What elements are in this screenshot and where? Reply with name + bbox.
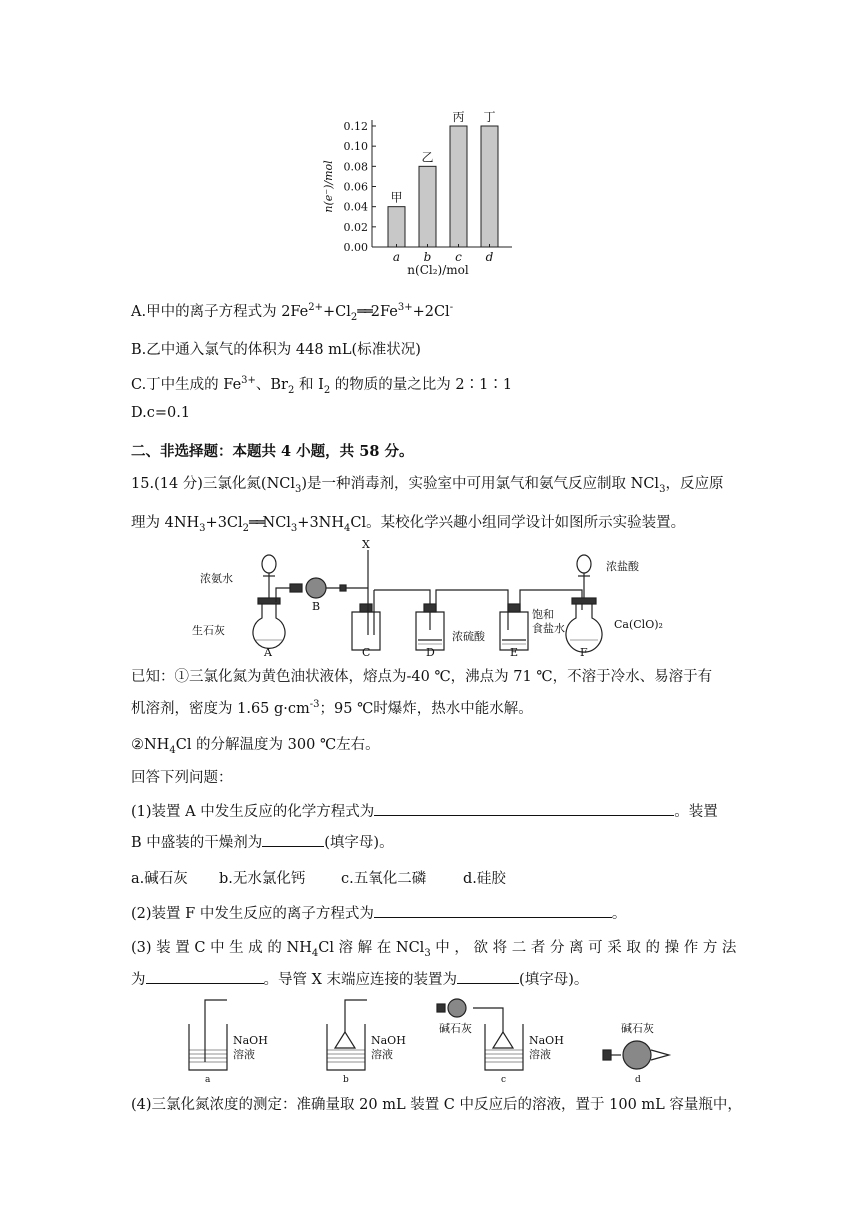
- answer-blank-2[interactable]: [262, 832, 324, 847]
- fig-d-sodalime: 碱石灰: [621, 1022, 654, 1035]
- y-tick-label: 0.12: [343, 120, 368, 133]
- fig-c-sodalime: 碱石灰: [439, 1022, 472, 1035]
- option-d: D.c=0.1: [131, 405, 191, 421]
- q4-line: (4)三氯化氮浓度的测定：准确量取 20 mL 装置 C 中反应后的溶液，置于 100 mL 容量瓶中，: [131, 1097, 742, 1113]
- y-tick-label: 0.04: [343, 200, 368, 214]
- q15-line1: 15.(14 分)三氯化氮(NCl$_3$)是一种消毒剂，实验室中可用氯气和氨气反应制取 NCl$_3$，反应原: [131, 476, 724, 495]
- section-heading: 二、非选择题：本题共 4 小题，共 58 分。: [131, 443, 414, 460]
- answer-blank-1[interactable]: [374, 801, 674, 816]
- x-tick-label: d: [485, 250, 494, 264]
- label-ammonia: 浓氨水: [200, 572, 233, 585]
- fig-letter-d: d: [635, 1075, 641, 1084]
- unit-c: C: [362, 646, 371, 658]
- q2-line: (2)装置 F 中发生反应的离子方程式为 。: [131, 902, 731, 923]
- y-tick-label: 0.10: [343, 140, 368, 154]
- fig-b-sol: 溶液: [371, 1048, 393, 1061]
- label-h2so4: 浓硫酸: [452, 630, 485, 643]
- fig-c-sol: 溶液: [529, 1048, 551, 1061]
- fig-letter-c: c: [501, 1075, 507, 1084]
- y-tick-label: 0.00: [343, 241, 368, 254]
- bar: [450, 126, 467, 247]
- label-brine1: 饱和: [532, 608, 554, 621]
- y-tick-label: 0.06: [343, 180, 368, 194]
- x-axis-label: n(Cl₂)/mol: [407, 263, 469, 277]
- fig-c-naoh: NaOH: [529, 1034, 564, 1047]
- option-a: A.甲中的离子方程式为 $2Fe^{2+}+Cl_2══2Fe^{3+}+2Cl^-$: [131, 302, 454, 323]
- label-lime: 生石灰: [192, 624, 225, 637]
- bar-chart: [320, 100, 530, 280]
- y-axis-label: n(e⁻)/mol: [322, 160, 335, 213]
- unit-b: B: [312, 600, 321, 613]
- bar-label: 丁: [483, 110, 496, 124]
- q1-line1: (1)装置 A 中发生反应的化学方程式为 。装置: [131, 800, 731, 821]
- label-caclo: Ca(ClO)₂: [614, 618, 663, 631]
- fig-b-naoh: NaOH: [371, 1034, 406, 1047]
- q15-line2: 理为 $4NH_3+3Cl_2══NCl_3+3NH_4Cl$。某校化学兴趣小组同学设计如图所示实验装置。: [131, 515, 686, 534]
- q1-line2: B 中盛装的干燥剂为 (填字母)。: [131, 831, 731, 852]
- known2: $②NH_4Cl$ 的分解温度为 300 ℃左右。: [131, 737, 380, 756]
- unit-d: D: [426, 646, 435, 658]
- label-hcl: 浓盐酸: [606, 560, 639, 573]
- option-b: B.乙中通入氯气的体积为 448 mL(标准状况): [131, 342, 421, 358]
- label-x: X: [362, 540, 370, 551]
- y-tick-label: 0.02: [343, 220, 368, 234]
- y-tick-label: 0.08: [343, 160, 368, 174]
- bar: [481, 126, 498, 247]
- bar: [388, 207, 405, 247]
- q1-choices: a.碱石灰 b.无水氯化钙 c.五氧化二磷 d.硅胶: [131, 871, 506, 887]
- fig-a-naoh: NaOH: [233, 1034, 268, 1047]
- answer-blank-4[interactable]: [146, 969, 264, 984]
- bar-label: 乙: [421, 150, 434, 165]
- x-tick-label: c: [455, 250, 462, 264]
- apparatus-diagram: [190, 540, 710, 658]
- x-tick-label: b: [423, 250, 432, 264]
- unit-e: E: [510, 646, 519, 658]
- x-tick-label: a: [392, 250, 401, 264]
- unit-f: F: [580, 646, 588, 658]
- absorber-options-figure: [175, 992, 695, 1084]
- bar: [419, 166, 436, 247]
- known1a: 已知：①三氯化氮为黄色油状液体，熔点为-40 ℃，沸点为 71 ℃，不溶于冷水、易溶于有: [131, 669, 713, 685]
- answer-blank-5[interactable]: [457, 969, 519, 984]
- answer-blank-3[interactable]: [374, 903, 612, 918]
- q3-line2: 为 。导管 X 末端应连接的装置为 (填字母)。: [131, 968, 731, 989]
- bar-label: 丙: [452, 110, 465, 124]
- unit-a: A: [264, 646, 272, 658]
- fig-letter-b: b: [343, 1075, 349, 1084]
- label-brine2: 食盐水: [532, 622, 565, 635]
- fig-a-sol: 溶液: [233, 1048, 255, 1061]
- fig-letter-a: a: [205, 1075, 211, 1084]
- known1b: 机溶剂，密度为 1.65 $g\cdot cm^{-3}$；95 ℃时爆炸，热水中能水解。: [131, 699, 533, 717]
- answer-prompt: 回答下列问题：: [131, 770, 233, 786]
- q3-line1: (3) 装 置 C 中 生 成 的 $NH_4Cl$ 溶 解 在 NCl$_3$ 中 ， 欲 将 二 者 分 离 可 采 取 的 操 作 方 法: [131, 940, 737, 959]
- option-c: C.丁中生成的 $Fe^{3+}$、$Br_2$ 和 $I_2$ 的物质的量之比为 2∶1∶1: [131, 375, 513, 396]
- bar-label: 甲: [390, 190, 403, 205]
